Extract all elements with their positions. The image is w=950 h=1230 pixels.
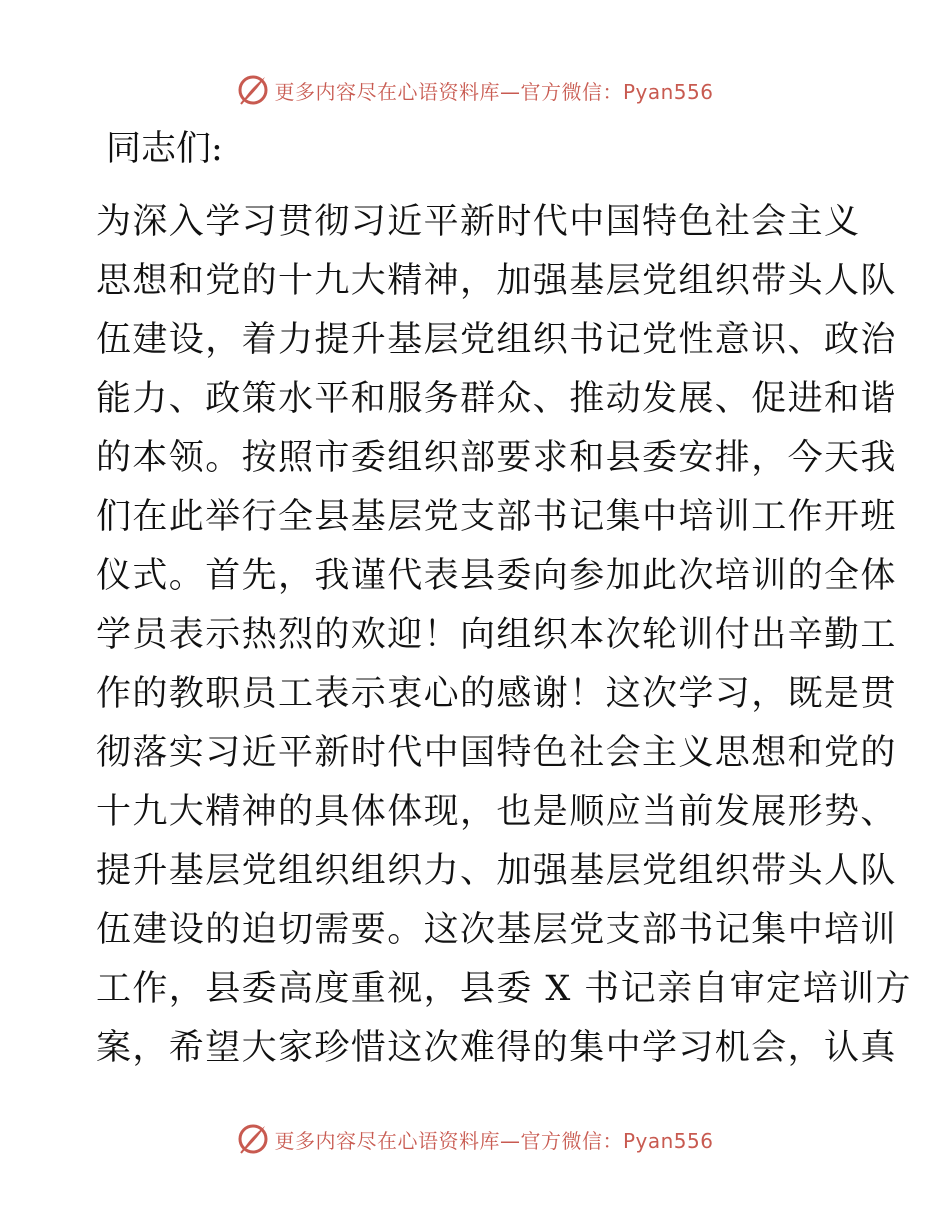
paragraph-line: 学员表示热烈的欢迎！向组织本次轮训付出辛勤工 bbox=[96, 615, 897, 655]
paragraph-line: 思想和党的十九大精神，加强基层党组织带头人队 bbox=[96, 261, 897, 301]
paragraph-line: 们在此举行全县基层党支部书记集中培训工作开班 bbox=[96, 497, 897, 537]
greeting: 同志们: bbox=[106, 129, 223, 169]
paragraph-line: 伍建设的迫切需要。这次基层党支部书记集中培训 bbox=[96, 910, 897, 950]
footer-banner-text: 更多内容尽在心语资料库—官方微信：Pyan556 bbox=[274, 1128, 714, 1153]
paragraph-line: 彻落实习近平新时代中国特色社会主义思想和党的 bbox=[96, 733, 897, 773]
footer-banner bbox=[0, 1121, 950, 1157]
feather-pen-logo-icon bbox=[236, 73, 270, 107]
paragraph-line: 提升基层党组织组织力、加强基层党组织带头人队 bbox=[96, 851, 897, 891]
paragraph-line: 的本领。按照市委组织部要求和县委安排，今天我 bbox=[96, 438, 897, 478]
header-banner-text: 更多内容尽在心语资料库—官方微信：Pyan556 bbox=[274, 79, 714, 104]
paragraph-line: 十九大精神的具体体现，也是顺应当前发展形势、 bbox=[96, 792, 897, 832]
paragraph-line: 为深入学习贯彻习近平新时代中国特色社会主义 bbox=[96, 202, 861, 242]
document-body bbox=[96, 120, 912, 1078]
paragraph-line: 伍建设，着力提升基层党组织书记党性意识、政治 bbox=[96, 320, 897, 360]
paragraph-line: 工作，县委高度重视，县委 X 书记亲自审定培训方 bbox=[96, 969, 912, 1009]
header-banner bbox=[0, 72, 950, 108]
paragraph-line: 作的教职员工表示衷心的感谢！这次学习，既是贯 bbox=[96, 674, 897, 714]
paragraph bbox=[96, 193, 912, 1078]
paragraph-line: 仪式。首先，我谨代表县委向参加此次培训的全体 bbox=[96, 556, 897, 596]
feather-pen-logo-icon bbox=[236, 1122, 270, 1156]
paragraph-line: 案，希望大家珍惜这次难得的集中学习机会，认真 bbox=[96, 1028, 897, 1068]
paragraph-line: 能力、政策水平和服务群众、推动发展、促进和谐 bbox=[96, 379, 897, 419]
